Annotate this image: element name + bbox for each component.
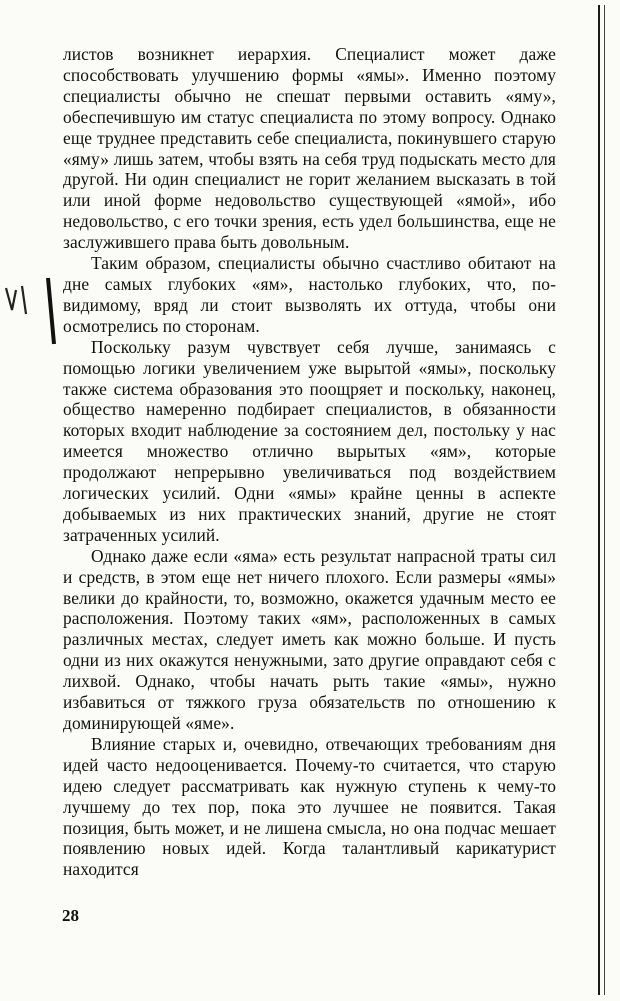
paragraph: Таким образом, специалисты обычно счастливо обитают на дне самых глубоких «ям», настолько глубоких, что, по-видимому, вряд ли стоит вызволять их оттуда, чтобы они осмотрелись по сторонам. xyxy=(63,253,556,336)
book-spine-edge xyxy=(592,0,620,1001)
handwritten-margin-mark xyxy=(0,270,70,360)
page-number: 28 xyxy=(62,906,79,925)
spine-line xyxy=(604,5,605,995)
paragraph: листов возникнет иерархия. Специалист может даже способствовать улучшению формы «ямы». Именно поэтому специалисты обычно не спешат первыми оставить «яму», обеспечившую им статус специалиста по этому вопросу. Однако еще труднее представить себе специалиста, покинувшего старую «яму» лишь затем, чтобы взять на себя труд подыскать место для другой. Ни один специалист не горит желанием высказать в той или иной форме недовольство существующей «ямой», ибо недовольство, с его точки зрения, есть удел большинства, еще не заслужившего права быть довольным. xyxy=(63,44,556,253)
body-text xyxy=(63,44,556,880)
paragraph: Влияние старых и, очевидно, отвечающих требованиям дня идей часто недооценивается. Почему-то считается, что старую идею следует рассматривать как нужную ступень к чему-то лучшему до тех пор, пока это лучшее не появится. Такая позиция, быть может, и не лишена смысла, но она подчас мешает появлению новых идей. Когда талантливый карикатурист находится xyxy=(63,733,556,880)
spine-line xyxy=(598,5,600,995)
paragraph: Поскольку разум чувствует себя лучше, занимаясь с помощью логики увеличением уже вырытой «ямы», поскольку также система образования это поощряет и поскольку, наконец, общество намеренно подбирает специалистов, в обязанности которых входит наблюдение за состоянием дел, постольку у нас имеется множество отлично вырытых «ям», которые продолжают непрерывно увеличиваться под воздействием логических усилий. Одни «ямы» крайне ценны в аспекте добываемых из них практических знаний, другие не стоят затраченных усилий. xyxy=(63,336,556,545)
paragraph: Однако даже если «яма» есть результат напрасной траты сил и средств, в этом еще нет ничего плохого. Если размеры «ямы» велики до крайности, то, возможно, окажется удачным место ее расположения. Поэтому таких «ям», расположенных в самых различных местах, следует иметь как можно больше. И пусть одни из них окажутся ненужными, зато другие оправдают себя с лихвой. Однако, чтобы начать рыть такие «ямы», нужно избавиться от тяжкого груза обязательств по отношению к доминирующей «яме». xyxy=(63,545,556,733)
